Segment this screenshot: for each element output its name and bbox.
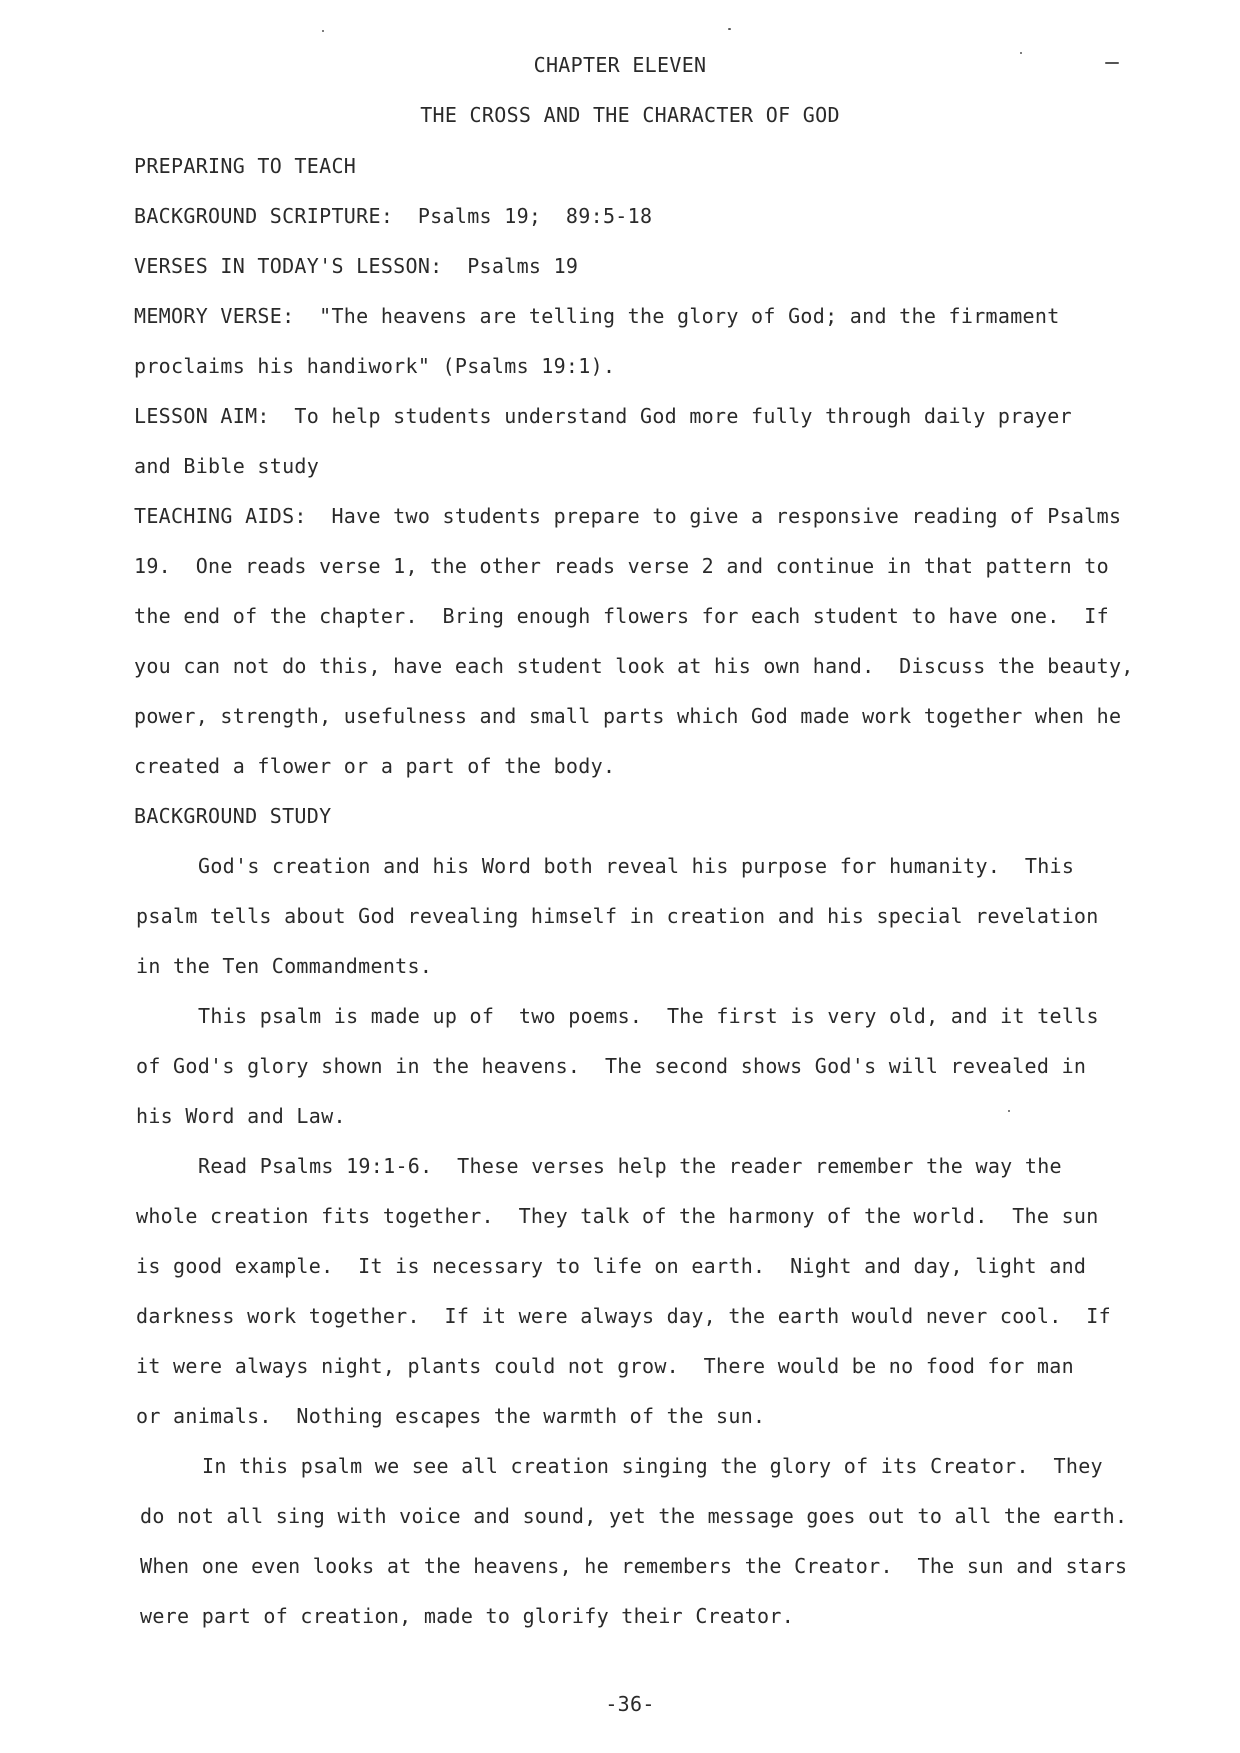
chapter-heading: CHAPTER ELEVEN: [533, 53, 707, 77]
paragraph-line: do not all sing with voice and sound, yet the message goes out to all the earth.: [140, 1504, 1128, 1528]
page-number: -36-: [605, 1692, 655, 1716]
teaching-aids-line: power, strength, usefulness and small parts which God made work together when he: [134, 704, 1122, 728]
paragraph-line: This psalm is made up of two poems. The first is very old, and it tells: [198, 1004, 1099, 1028]
paragraph-line: In this psalm we see all creation singing the glory of its Creator. They: [202, 1454, 1103, 1478]
paragraph-line: or animals. Nothing escapes the warmth of the sun.: [136, 1404, 766, 1428]
teaching-aids-line: you can not do this, have each student look at his own hand. Discuss the beauty,: [134, 654, 1134, 678]
memory-verse-line: MEMORY VERSE: "The heavens are telling the glory of God; and the firmament: [134, 304, 1060, 328]
paragraph-line: were part of creation, made to glorify their Creator.: [140, 1604, 795, 1628]
teaching-aids-line: the end of the chapter. Bring enough flowers for each student to have one. If: [134, 604, 1109, 628]
scan-speck: [1008, 1110, 1010, 1112]
lesson-aim-line: LESSON AIM: To help students understand God more fully through daily prayer: [134, 404, 1072, 428]
section-heading-background-study: BACKGROUND STUDY: [134, 804, 332, 828]
memory-verse-line: proclaims his handiwork" (Psalms 19:1).: [134, 354, 616, 378]
background-scripture: BACKGROUND SCRIPTURE: Psalms 19; 89:5-18: [134, 204, 653, 228]
chapter-title: THE CROSS AND THE CHARACTER OF GOD: [420, 103, 840, 127]
paragraph-line: psalm tells about God revealing himself in creation and his special revelation: [136, 904, 1099, 928]
scan-speck: [322, 30, 324, 32]
section-heading-preparing: PREPARING TO TEACH: [134, 154, 357, 178]
paragraph-line: it were always night, plants could not grow. There would be no food for man: [136, 1354, 1074, 1378]
paragraph-line: his Word and Law.: [136, 1104, 346, 1128]
lesson-aim-line: and Bible study: [134, 454, 320, 478]
paragraph-line: darkness work together. If it were always day, the earth would never cool. If: [136, 1304, 1111, 1328]
verses-in-lesson: VERSES IN TODAY'S LESSON: Psalms 19: [134, 254, 579, 278]
teaching-aids-line: created a flower or a part of the body.: [134, 754, 616, 778]
teaching-aids-line: TEACHING AIDS: Have two students prepare to give a responsive reading of Psalms: [134, 504, 1122, 528]
paragraph-line: is good example. It is necessary to life on earth. Night and day, light and: [136, 1254, 1087, 1278]
teaching-aids-line: 19. One reads verse 1, the other reads verse 2 and continue in that pattern to: [134, 554, 1109, 578]
paragraph-line: in the Ten Commandments.: [136, 954, 433, 978]
paragraph-line: God's creation and his Word both reveal his purpose for humanity. This: [198, 854, 1075, 878]
paragraph-line: of God's glory shown in the heavens. The second shows God's will revealed in: [136, 1054, 1087, 1078]
paragraph-line: whole creation fits together. They talk of the harmony of the world. The sun: [136, 1204, 1099, 1228]
paragraph-line: When one even looks at the heavens, he remembers the Creator. The sun and stars: [140, 1554, 1128, 1578]
paragraph-line: Read Psalms 19:1-6. These verses help the reader remember the way the: [198, 1154, 1062, 1178]
scan-speck: [728, 28, 731, 30]
